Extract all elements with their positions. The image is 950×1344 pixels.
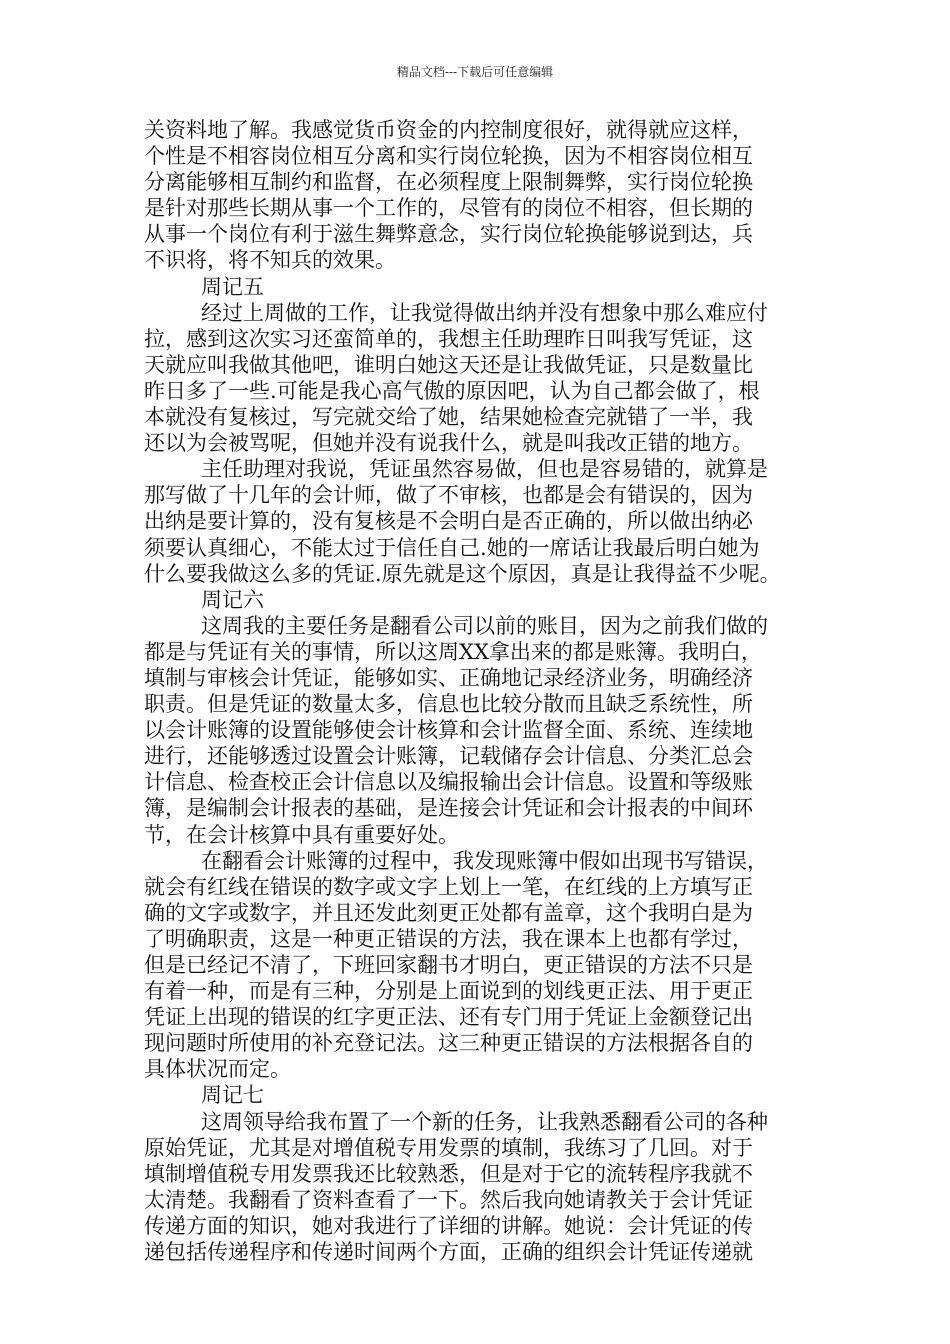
text-line: 昨日多了一些.可能是我心高气傲的原因吧，认为自己都会做了，根 <box>144 378 760 403</box>
text-line: 确的文字或数字，并且还发此刻更正处都有盖章，这个我明白是为 <box>144 900 753 925</box>
text-line: 出纳是要计算的，没有复核是不会明白是否正确的，所以做出纳必 <box>144 509 753 534</box>
text-line: 经过上周做的工作，让我觉得做出纳并没有想象中那么难应付 <box>201 300 768 325</box>
paragraph <box>144 300 810 457</box>
paragraph <box>144 1109 810 1266</box>
text-line: 主任助理对我说，凭证虽然容易做，但也是容易错的，就算是 <box>201 457 768 482</box>
text-line: 关资料地了解。我感觉货币资金的内控制度很好，就得就应这样， <box>144 118 753 142</box>
text-line: 都是与凭证有关的事情，所以这周XX拿出来的都是账簿。我明白， <box>144 639 762 664</box>
text-line: 节，在会计核算中具有重要好处。 <box>144 822 459 847</box>
heading-text: 周记六 <box>201 587 264 612</box>
paragraph <box>144 117 810 274</box>
text-line: 以会计账簿的设置能够使会计核算和会计监督全面、系统、连续地 <box>144 718 753 743</box>
text-line: 但是已经记不清了，下班回家翻书才明白，更正错误的方法不只是 <box>144 953 753 977</box>
text-line: 那写做了十几年的会计师，做了不审核，也都是会有错误的，因为 <box>144 483 753 508</box>
text-line: 填制与审核会计凭证，能够如实、正确地记录经济业务，明确经济 <box>144 665 753 690</box>
text-line: 凭证上出现的错误的红字更正法、还有专门用于凭证上金额登记出 <box>144 1005 753 1030</box>
document-body <box>144 117 810 1265</box>
text-line: 递包括传递程序和传递时间两个方面，正确的组织会计凭证传递就 <box>144 1240 753 1265</box>
text-line: 天就应叫我做其他吧，谁明白她这天还是让我做凭证，只是数量比 <box>144 352 753 377</box>
text-line: 原始凭证，尤其是对增值税专用发票的填制，我练习了几回。对于 <box>144 1135 753 1160</box>
text-line: 太清楚。我翻看了资料查看了一下。然后我向她请教关于会计凭证 <box>144 1187 753 1212</box>
text-line: 这周我的主要任务是翻看公司以前的账目，因为之前我们做的 <box>201 613 768 638</box>
text-line: 具体状况而定。 <box>144 1057 291 1082</box>
text-line: 进行，还能够透过设置会计账簿，记载储存会计信息、分类汇总会 <box>144 744 753 769</box>
text-line: 有着一种，而是有三种，分别是上面说到的划线更正法、用于更正 <box>144 979 753 1004</box>
section-heading <box>144 274 810 300</box>
text-line: 这周领导给我布置了一个新的任务，让我熟悉翻看公司的各种 <box>201 1109 768 1134</box>
text-line: 拉，感到这次实习还蛮简单的，我想主任助理昨日叫我写凭证，这 <box>144 326 753 351</box>
text-line: 了明确职责，这是一种更正错误的方法，我在课本上也都有学过， <box>144 926 753 951</box>
paragraph <box>144 613 810 848</box>
text-line: 现问题时所使用的补充登记法。这三种更正错误的方法根据各自的 <box>144 1031 753 1056</box>
heading-text: 周记七 <box>201 1083 264 1108</box>
text-line: 职责。但是凭证的数量太多，信息也比较分散而且缺乏系统性，所 <box>144 692 753 717</box>
text-line: 从事一个岗位有利于滋生舞弊意念，实行岗位轮换能够说到达，兵 <box>144 222 753 247</box>
text-line: 不识将，将不知兵的效果。 <box>144 248 396 273</box>
text-line: 传递方面的知识，她对我进行了详细的讲解。她说：会计凭证的传 <box>144 1213 753 1238</box>
text-line: 簿，是编制会计报表的基础，是连接会计凭证和会计报表的中间环 <box>144 796 753 821</box>
text-line: 本就没有复核过，写完就交给了她，结果她检查完就错了一半，我 <box>144 405 753 430</box>
text-line: 填制增值税专用发票我还比较熟悉，但是对于它的流转程序我就不 <box>144 1161 753 1186</box>
text-line: 须要认真细心，不能太过于信任自己.她的一席话让我最后明白她为 <box>144 535 760 560</box>
section-heading <box>144 587 810 613</box>
text-line: 计信息、检查校正会计信息以及编报输出会计信息。设置和等级账 <box>144 770 753 795</box>
text-line: 个性是不相容岗位相互分离和实行岗位轮换，因为不相容岗位相互 <box>144 144 753 169</box>
text-line: 分离能够相互制约和监督，在必须程度上限制舞弊，实行岗位轮换 <box>144 170 753 195</box>
section-heading <box>144 1082 810 1108</box>
text-line: 是针对那些长期从事一个工作的，尽管有的岗位不相容，但长期的 <box>144 196 753 221</box>
heading-text: 周记五 <box>201 274 264 299</box>
text-line: 什么要我做这么多的凭证.原先就是这个原因，真是让我得益不少呢。 <box>144 561 781 586</box>
paragraph <box>144 456 810 586</box>
page-header: 精品文档---下载后可任意编辑 <box>396 65 554 79</box>
paragraph <box>144 848 810 1083</box>
text-line: 还以为会被骂呢，但她并没有说我什么，就是叫我改正错的地方。 <box>144 431 753 456</box>
text-line: 就会有红线在错误的数字或文字上划上一笔，在红线的上方填写正 <box>144 874 753 899</box>
text-line: 在翻看会计账簿的过程中，我发现账簿中假如出现书写错误， <box>201 848 768 873</box>
